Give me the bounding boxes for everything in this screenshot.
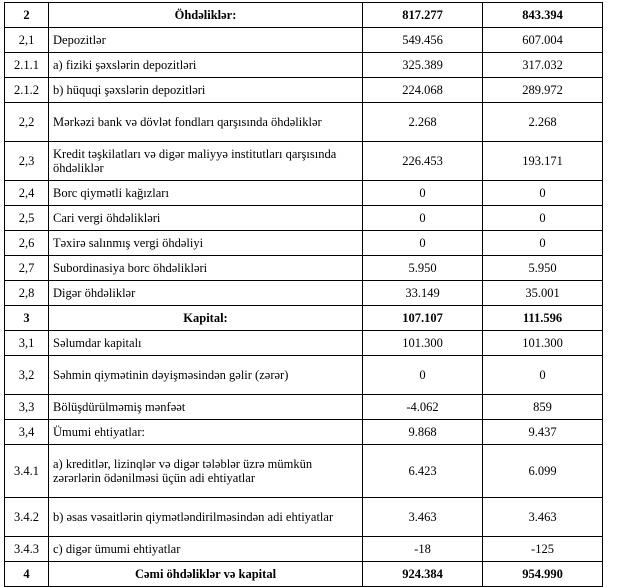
row-value-2-cell: 3.463 (483, 498, 603, 537)
row-value-2-cell: 2.268 (483, 103, 603, 142)
table-row (5, 445, 603, 498)
document-page (0, 2, 620, 581)
row-label-cell: Təxirə salınmış vergi öhdəliyi (49, 231, 363, 256)
table-row (5, 28, 603, 53)
table-row (5, 53, 603, 78)
row-value-1-cell: 924.384 (363, 562, 483, 587)
row-value-1-cell: 101.300 (363, 331, 483, 356)
row-label-cell: Depozitlər (49, 28, 363, 53)
row-value-1-cell: 9.868 (363, 420, 483, 445)
table-row (5, 206, 603, 231)
table-row (5, 562, 603, 587)
table-row (5, 356, 603, 395)
row-label-cell: Mərkəzi bank və dövlət fondları qarşısında öhdəliklər (49, 103, 363, 142)
row-code-cell: 4 (5, 562, 49, 587)
row-value-1-cell: 0 (363, 231, 483, 256)
row-label-cell: a) fiziki şəxslərin depozitləri (49, 53, 363, 78)
row-value-1-cell: 0 (363, 181, 483, 206)
row-value-2-cell: 9.437 (483, 420, 603, 445)
row-value-1-cell: 107.107 (363, 306, 483, 331)
table-row (5, 420, 603, 445)
row-code-cell: 2.1.1 (5, 53, 49, 78)
table-row (5, 231, 603, 256)
row-value-2-cell: 111.596 (483, 306, 603, 331)
row-value-2-cell: 607.004 (483, 28, 603, 53)
row-value-1-cell: 224.068 (363, 78, 483, 103)
row-value-2-cell: 0 (483, 206, 603, 231)
row-code-cell: 3 (5, 306, 49, 331)
row-code-cell: 2,3 (5, 142, 49, 181)
table-row (5, 3, 603, 28)
row-value-1-cell: 2.268 (363, 103, 483, 142)
row-value-2-cell: 289.972 (483, 78, 603, 103)
table-row (5, 306, 603, 331)
row-value-1-cell: 325.389 (363, 53, 483, 78)
row-code-cell: 3.4.3 (5, 537, 49, 562)
row-value-1-cell: 817.277 (363, 3, 483, 28)
row-label-cell: Cəmi öhdəliklər və kapital (49, 562, 363, 587)
row-label-cell: Bölüşdürülməmiş mənfəət (49, 395, 363, 420)
table-row (5, 537, 603, 562)
row-value-2-cell: 0 (483, 356, 603, 395)
row-value-2-cell: 6.099 (483, 445, 603, 498)
row-value-2-cell: -125 (483, 537, 603, 562)
row-code-cell: 3,4 (5, 420, 49, 445)
row-value-1-cell: 6.423 (363, 445, 483, 498)
table-row (5, 256, 603, 281)
row-label-cell: b) hüquqi şəxslərin depozitləri (49, 78, 363, 103)
row-code-cell: 2,2 (5, 103, 49, 142)
row-value-1-cell: 3.463 (363, 498, 483, 537)
row-label-cell: Digər öhdəliklər (49, 281, 363, 306)
table-row (5, 331, 603, 356)
row-code-cell: 2,7 (5, 256, 49, 281)
row-value-2-cell: 101.300 (483, 331, 603, 356)
row-label-cell: b) əsas vəsaitlərin qiymətləndirilməsindən adi ehtiyatlar (49, 498, 363, 537)
row-value-2-cell: 859 (483, 395, 603, 420)
row-label-cell: Səhmin qiymətinin dəyişməsindən gəlir (zərər) (49, 356, 363, 395)
row-code-cell: 3,3 (5, 395, 49, 420)
table-row (5, 395, 603, 420)
table-body (5, 3, 603, 587)
row-value-2-cell: 35.001 (483, 281, 603, 306)
row-code-cell: 2,5 (5, 206, 49, 231)
row-code-cell: 3.4.1 (5, 445, 49, 498)
table-row (5, 103, 603, 142)
row-code-cell: 2,6 (5, 231, 49, 256)
row-value-2-cell: 0 (483, 231, 603, 256)
row-label-cell: Borc qiymətli kağızları (49, 181, 363, 206)
row-value-1-cell: -18 (363, 537, 483, 562)
row-value-2-cell: 843.394 (483, 3, 603, 28)
table-row (5, 78, 603, 103)
row-value-1-cell: 549.456 (363, 28, 483, 53)
row-value-1-cell: 226.453 (363, 142, 483, 181)
table-row (5, 498, 603, 537)
row-value-2-cell: 317.032 (483, 53, 603, 78)
row-label-cell: Öhdəliklər: (49, 3, 363, 28)
financial-statement-table (4, 2, 603, 587)
table-row (5, 281, 603, 306)
row-label-cell: Səlumdar kapitalı (49, 331, 363, 356)
row-value-1-cell: 33.149 (363, 281, 483, 306)
row-value-1-cell: -4.062 (363, 395, 483, 420)
row-value-2-cell: 5.950 (483, 256, 603, 281)
row-label-cell: Ümumi ehtiyatlar: (49, 420, 363, 445)
row-code-cell: 2.1.2 (5, 78, 49, 103)
row-value-1-cell: 0 (363, 206, 483, 231)
row-label-cell: c) digər ümumi ehtiyatlar (49, 537, 363, 562)
row-value-1-cell: 5.950 (363, 256, 483, 281)
row-label-cell: Kapital: (49, 306, 363, 331)
row-label-cell: a) kreditlər, lizinqlər və digər tələblər üzrə mümkün zərərlərin ödənilməsi üçün adi ehtiyatlar (49, 445, 363, 498)
row-code-cell: 3.4.2 (5, 498, 49, 537)
row-code-cell: 3,2 (5, 356, 49, 395)
row-code-cell: 2,4 (5, 181, 49, 206)
row-value-2-cell: 0 (483, 181, 603, 206)
row-label-cell: Subordinasiya borc öhdəlikləri (49, 256, 363, 281)
row-label-cell: Cari vergi öhdəlikləri (49, 206, 363, 231)
row-code-cell: 2 (5, 3, 49, 28)
row-value-2-cell: 193.171 (483, 142, 603, 181)
row-value-1-cell: 0 (363, 356, 483, 395)
row-code-cell: 2,8 (5, 281, 49, 306)
row-code-cell: 2,1 (5, 28, 49, 53)
table-row (5, 181, 603, 206)
table-row (5, 142, 603, 181)
row-code-cell: 3,1 (5, 331, 49, 356)
row-value-2-cell: 954.990 (483, 562, 603, 587)
row-label-cell: Kredit təşkilatları və digər maliyyə institutları qarşısında öhdəliklər (49, 142, 363, 181)
